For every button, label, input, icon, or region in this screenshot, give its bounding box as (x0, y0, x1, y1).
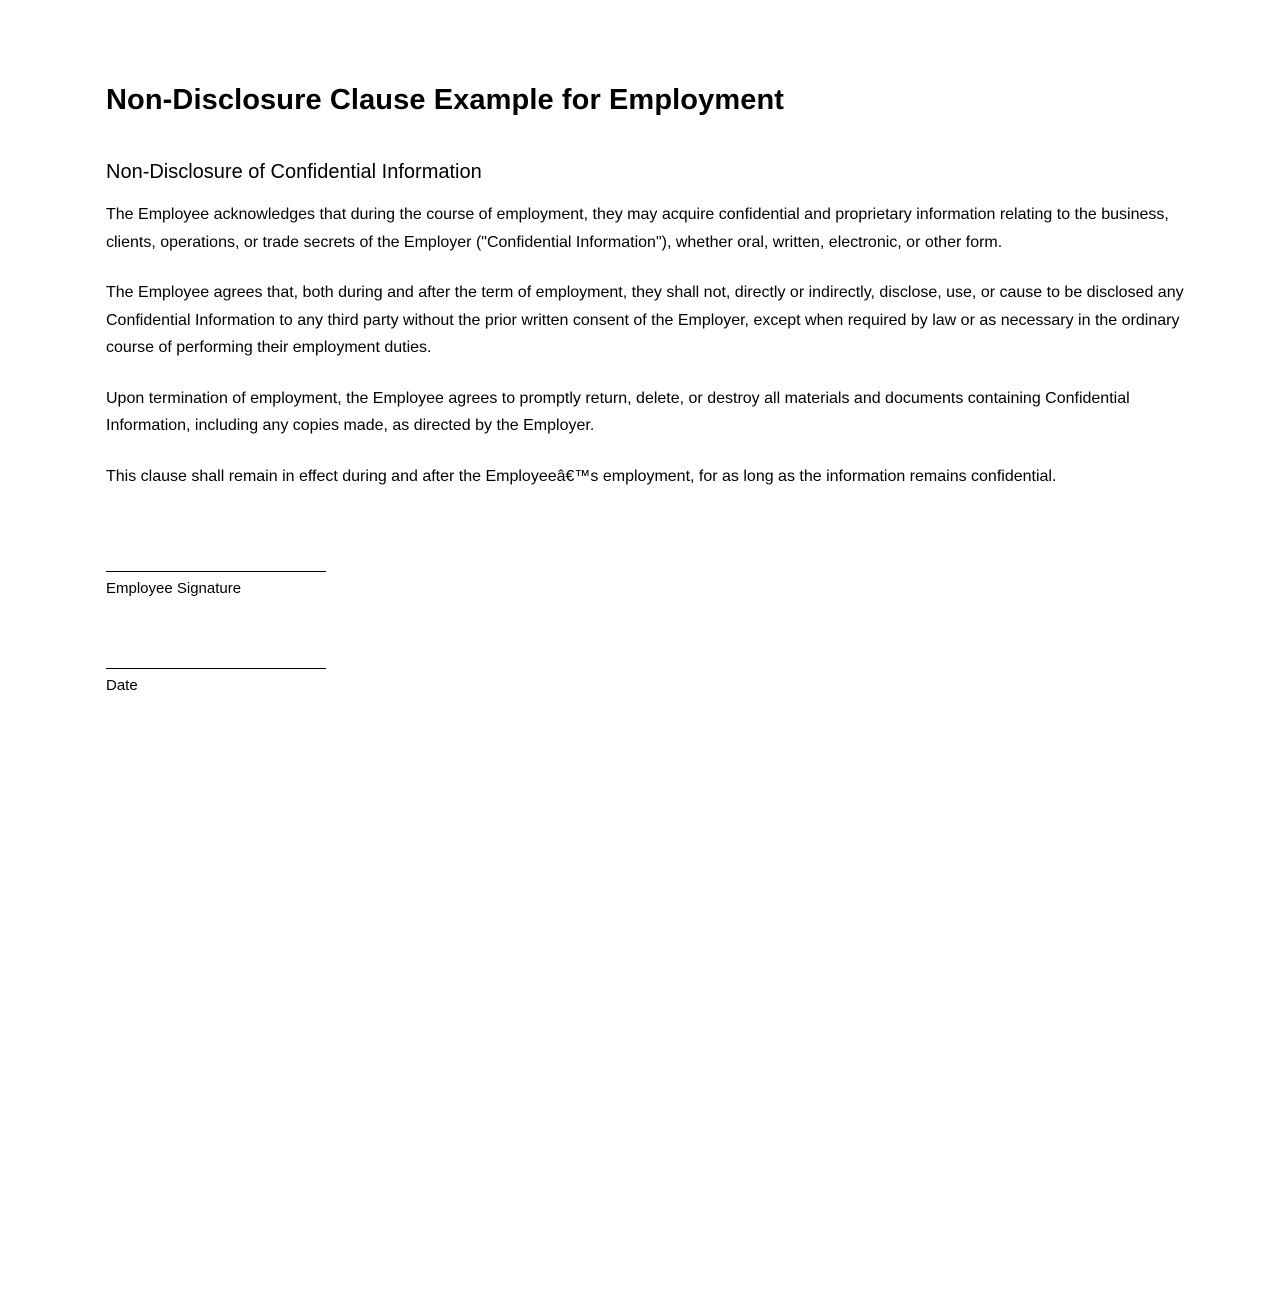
employee-signature-line (106, 571, 326, 572)
paragraph-return-of-materials: Upon termination of employment, the Employee agrees to promptly return, delete, or destroy all materials and documents containing Confidential Information, including any copies made, as directed by the Employer. (106, 389, 1130, 434)
employee-signature-label: Employee Signature (106, 580, 242, 597)
employee-signature-block (106, 571, 1186, 598)
document-page (0, 0, 1186, 695)
paragraph-duration: This clause shall remain in effect during and after the Employeeâ€™s employment, for as long as the information remains confidential. (106, 467, 1057, 485)
date-line (106, 668, 326, 669)
document-title: Non-Disclosure Clause Example for Employment (106, 84, 785, 116)
date-label: Date (106, 677, 138, 694)
section-heading: Non-Disclosure of Confidential Information (106, 161, 482, 183)
paragraph-non-disclosure-obligation: The Employee agrees that, both during and after the term of employment, they shall not, directly or indirectly, disclose, use, or cause to be disclosed any Confidential Information to any third party without the prior written consent of the Employer, except when required by law or as necessary in the ordinary course of performing their employment duties. (106, 284, 1184, 356)
date-block (106, 668, 1186, 695)
paragraph-confidential-info-definition: The Employee acknowledges that during the course of employment, they may acquire confidential and proprietary information relating to the business, clients, operations, or trade secrets of the Employer ("Confidential Information"), whether oral, written, electronic, or other form. (106, 206, 1169, 251)
